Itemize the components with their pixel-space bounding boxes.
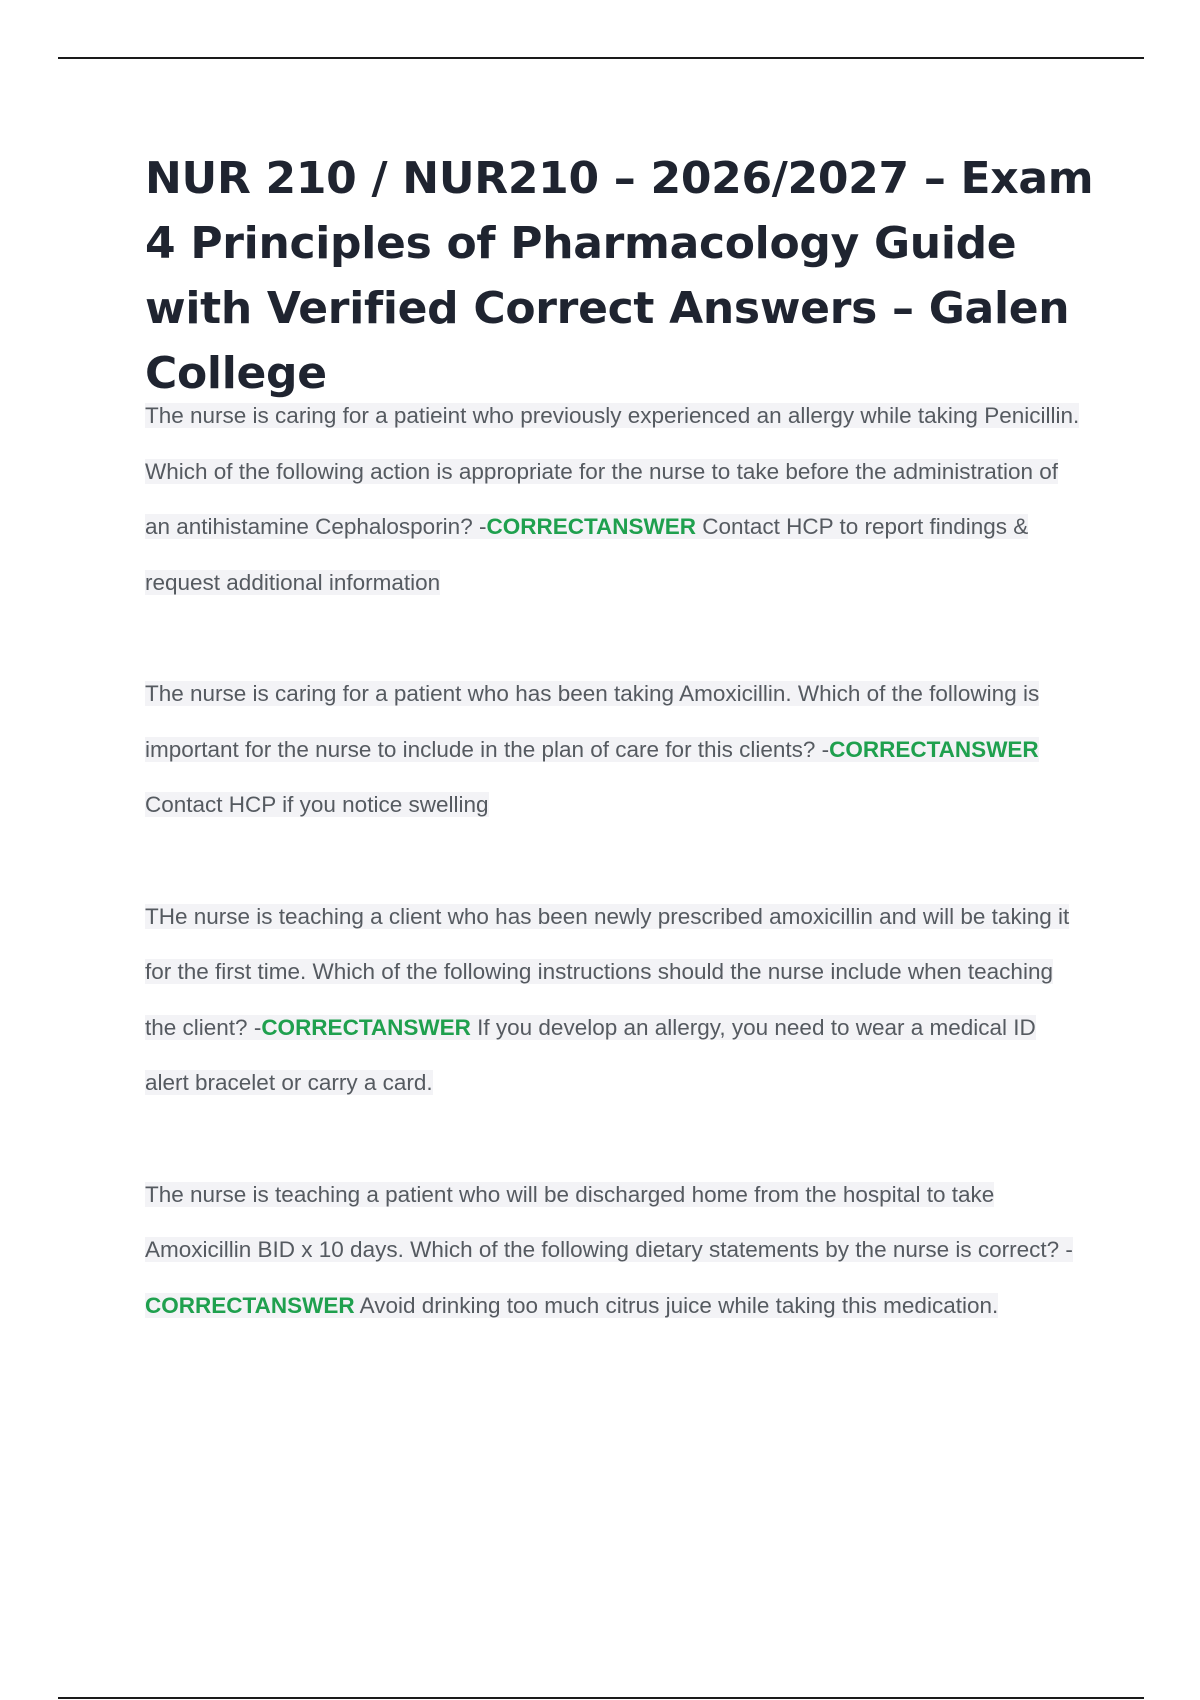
qa-line	[145, 681, 1039, 817]
answer-text: Avoid drinking too much citrus juice while taking this medication.	[354, 1292, 999, 1318]
document-title: NUR 210 / NUR210 – 2026/2027 – Exam 4 Principles of Pharmacology Guide with Verified Correct Answers – Galen College	[145, 153, 1094, 399]
correct-answer-label: CORRECTANSWER	[145, 1292, 355, 1318]
answer-text: Contact HCP if you notice swelling	[145, 792, 489, 817]
qa-item-3	[145, 889, 1085, 1111]
qa-line	[145, 904, 1069, 1096]
qa-list	[145, 388, 1085, 1389]
qa-line	[145, 1182, 1073, 1318]
qa-line	[145, 403, 1079, 595]
question-text: The nurse is caring for a patient who has been taking Amoxicillin. Which of the following is important for the nurse to include in the plan of care for this clients? -	[145, 681, 1040, 762]
correct-answer-label: CORRECTANSWER	[261, 1014, 471, 1040]
question-text: The nurse is caring for a patieint who previously experienced an allergy while taking Penicillin. Which of the following action is appropriate for the nurse to take before the administration of an antihistamine Cephalosporin? -	[145, 403, 1080, 539]
correct-answer-label: CORRECTANSWER	[486, 514, 697, 539]
bottom-rule	[58, 1697, 1144, 1699]
qa-item-4	[145, 1167, 1085, 1334]
answer-text: If you develop an allergy, you need to wear a medical ID alert bracelet or carry a card.	[145, 1014, 1036, 1095]
question-text: THe nurse is teaching a client who has been newly prescribed amoxicillin and will be taking it for the first time. Which of the following instructions should the nurse include when teaching the client? -	[145, 903, 1070, 1040]
qa-item-1	[145, 388, 1085, 610]
correct-answer-label: CORRECTANSWER	[829, 736, 1039, 762]
question-text: The nurse is teaching a patient who will be discharged home from the hospital to take Amoxicillin BID x 10 days. Which of the following dietary statements by the nurse is correct? -	[145, 1181, 1073, 1262]
answer-text: Contact HCP to report findings & request additional information	[145, 514, 1029, 595]
qa-item-2	[145, 666, 1085, 833]
top-rule	[58, 57, 1144, 59]
